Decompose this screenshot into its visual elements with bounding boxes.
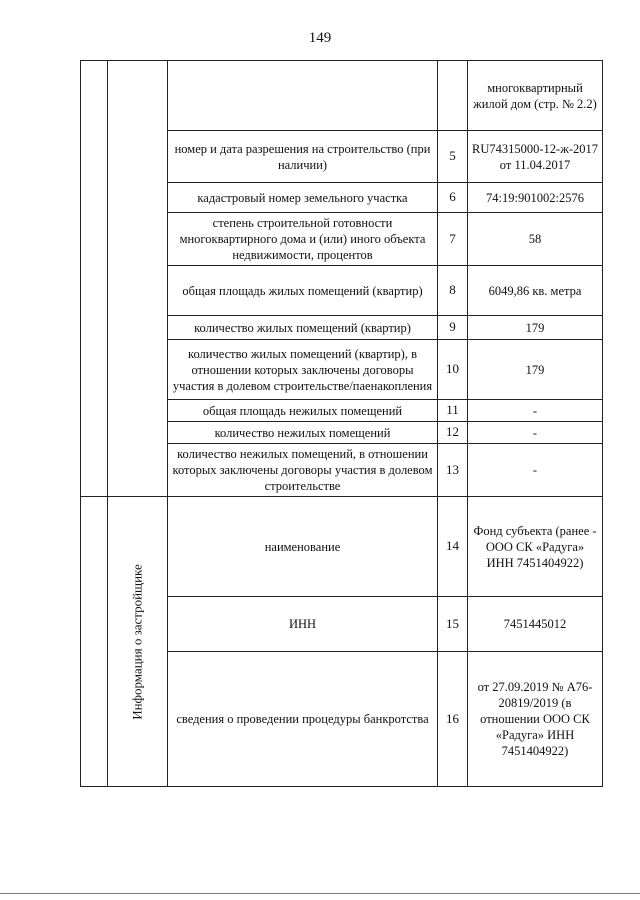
- table-row: [81, 61, 603, 131]
- row-label: наименование: [168, 497, 438, 597]
- row-number: 16: [438, 652, 468, 787]
- row-label: количество жилых помещений (квартир), в отношении которых заключены договоры участия в долевом строительстве/паенакопления: [168, 340, 438, 400]
- row-label: количество жилых помещений (квартир): [168, 316, 438, 340]
- row-value: 6049,86 кв. метра: [468, 266, 603, 316]
- row-number: 15: [438, 597, 468, 652]
- row-number: 11: [438, 400, 468, 422]
- row-label: номер и дата разрешения на строительство (при наличии): [168, 131, 438, 183]
- row-label: количество нежилых помещений, в отношении которых заключены договоры участия в долевом строительстве: [168, 444, 438, 497]
- row-label: общая площадь жилых помещений (квартир): [168, 266, 438, 316]
- row-value: от 27.09.2019 № А76-20819/2019 (в отношении ООО СК «Радуга» ИНН 7451404922): [468, 652, 603, 787]
- table-row: [81, 497, 603, 597]
- row-number: 10: [438, 340, 468, 400]
- row-value: Фонд субъекта (ранее - ООО СК «Радуга» ИНН 7451404922): [468, 497, 603, 597]
- row-number: 6: [438, 183, 468, 213]
- row-label: степень строительной готовности многоквартирного дома и (или) иного объекта недвижимости, процентов: [168, 213, 438, 266]
- page-number: 149: [308, 30, 332, 46]
- row-value: 179: [468, 316, 603, 340]
- row-number: 5: [438, 131, 468, 183]
- row-number: 13: [438, 444, 468, 497]
- row-value: -: [468, 444, 603, 497]
- row-label: сведения о проведении процедуры банкротства: [168, 652, 438, 787]
- section-label-cell: [108, 497, 168, 787]
- row-number: 14: [438, 497, 468, 597]
- row-number: 12: [438, 422, 468, 444]
- row-label: [168, 61, 438, 131]
- row-number: 7: [438, 213, 468, 266]
- row-label: кадастровый номер земельного участка: [168, 183, 438, 213]
- row-value: 179: [468, 340, 603, 400]
- group-cell-empty: [81, 497, 108, 787]
- row-number: 9: [438, 316, 468, 340]
- row-value: RU74315000-12-ж-2017 от 11.04.2017: [468, 131, 603, 183]
- row-value: многоквартирный жилой дом (стр. № 2.2): [468, 61, 603, 131]
- group-cell-empty: [108, 61, 168, 497]
- row-value: 74:19:901002:2576: [468, 183, 603, 213]
- group-cell-empty: [81, 61, 108, 497]
- row-value: -: [468, 422, 603, 444]
- section-label: Информация о застройщике: [129, 563, 145, 720]
- bottom-rule: [0, 893, 640, 894]
- row-value: 58: [468, 213, 603, 266]
- row-value: -: [468, 400, 603, 422]
- row-value: 7451445012: [468, 597, 603, 652]
- row-label: ИНН: [168, 597, 438, 652]
- row-label: общая площадь нежилых помещений: [168, 400, 438, 422]
- row-number: [438, 61, 468, 131]
- row-label: количество нежилых помещений: [168, 422, 438, 444]
- data-table: [80, 60, 603, 787]
- row-number: 8: [438, 266, 468, 316]
